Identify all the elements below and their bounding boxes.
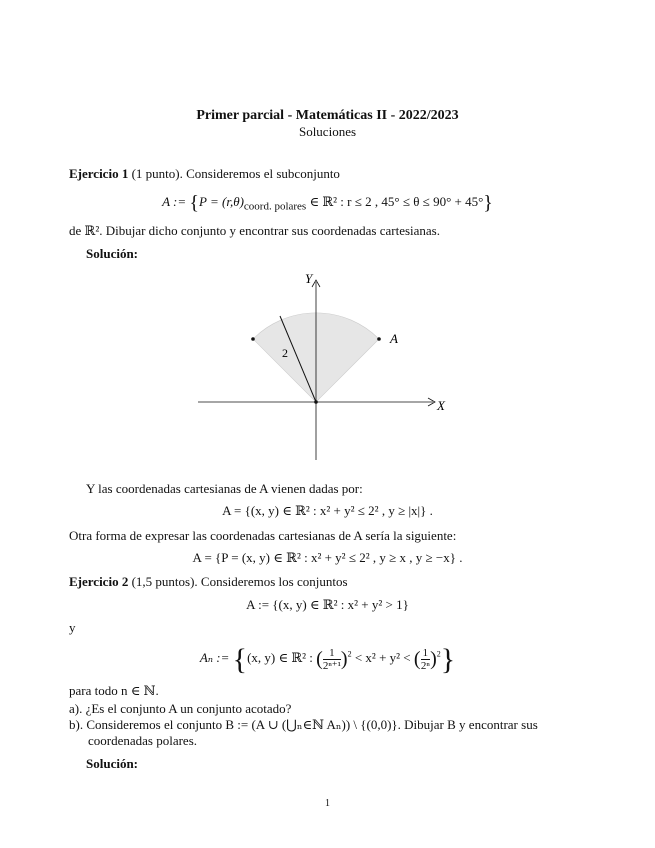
set-an: Aₙ := {(x, y) ∈ ℝ² : ( $\frac{1}{\text{2ⁿ⁺¹}}$ )$^2$ < x² + y² < ( $\frac{1}{\text{2ⁿ}}$ )$^2$} <box>199 643 456 676</box>
ej2-intro: Consideremos los conjuntos <box>200 574 348 589</box>
y-label: Y <box>305 271 313 286</box>
question-b: b). Consideremos el conjunto B := (A ∪ (⋃ₙ∈ℕ Aₙ)) \ {(0,0)}. Dibujar B y encontrar sus <box>69 717 538 732</box>
page-number: 1 <box>325 798 330 809</box>
ej1-intro: Consideremos el subconjunto <box>186 166 340 181</box>
ej1-heading <box>69 166 340 182</box>
doc-title: Primer parcial - Matemáticas II - 2022/2023 <box>196 108 459 123</box>
def-sub: coord. polares <box>243 200 307 213</box>
radius-label: 2 <box>282 346 288 360</box>
def-lhs: A := <box>162 194 190 209</box>
def-rest: ∈ ℝ² : r ≤ 2 , 45° ≤ θ ≤ 90° + 45° <box>306 194 484 209</box>
alt-intro: Otra forma de expresar las coordenadas cartesianas de A sería la siguiente: <box>69 528 457 543</box>
ej1-task: de ℝ². Dibujar dicho conjunto y encontrar sus coordenadas cartesianas. <box>69 223 440 238</box>
question-b-cont: coordenadas polares. <box>88 733 198 748</box>
origin-point <box>314 400 318 404</box>
cart-eq2: A = {P = (x, y) ∈ ℝ² : x² + y² ≤ 2² , y ≥ x , y ≥ −x} . <box>192 550 463 565</box>
ej1-points: (1 punto). <box>131 166 183 181</box>
ej2-heading <box>69 574 348 590</box>
cart-eq1: A = {(x, y) ∈ ℝ² : x² + y² ≤ 2² , y ≥ |x|} . <box>222 503 433 518</box>
ej1-solution: Solución: <box>86 246 139 261</box>
ej2-solution: Solución: <box>86 756 139 771</box>
frac-num: 1 <box>422 646 429 659</box>
right-point <box>377 337 381 341</box>
frac-1 <box>323 647 341 672</box>
frac-2 <box>421 647 431 672</box>
def-body: P = (r,θ) <box>199 194 244 209</box>
ej1-label: Ejercicio 1 <box>69 166 129 181</box>
an-between: < x² + y² < <box>351 650 414 665</box>
ej1-definition: A := {$P = (r,\theta)_{coord. polares}$ ∈ ℝ² : r ≤ 2 , 45° ≤ θ ≤ 90° + 45°} <box>162 192 493 214</box>
frac-num: 1 <box>323 647 341 660</box>
sector-figure <box>0 260 655 470</box>
doc-subtitle: Soluciones <box>298 124 357 139</box>
frac-den: 2ⁿ <box>420 659 430 672</box>
ej2-points: (1,5 puntos). <box>131 574 198 589</box>
question-a: a). ¿Es el conjunto A un conjunto acotado? <box>69 701 292 716</box>
left-point <box>251 337 255 341</box>
ej2-label: Ejercicio 2 <box>69 574 129 589</box>
forall-n: para todo n ∈ ℕ. <box>69 683 159 698</box>
y-connector: y <box>69 620 76 635</box>
point-label: A <box>390 331 398 346</box>
an-mid: (x, y) ∈ ℝ² : <box>247 650 317 665</box>
cart-intro: Y las coordenadas cartesianas de A vienen dadas por: <box>86 481 363 496</box>
an-lhs: Aₙ := <box>199 650 233 665</box>
frac-den: 2ⁿ⁺¹ <box>322 659 341 672</box>
x-label: X <box>437 398 445 413</box>
set-a: A := {(x, y) ∈ ℝ² : x² + y² > 1} <box>246 597 409 612</box>
